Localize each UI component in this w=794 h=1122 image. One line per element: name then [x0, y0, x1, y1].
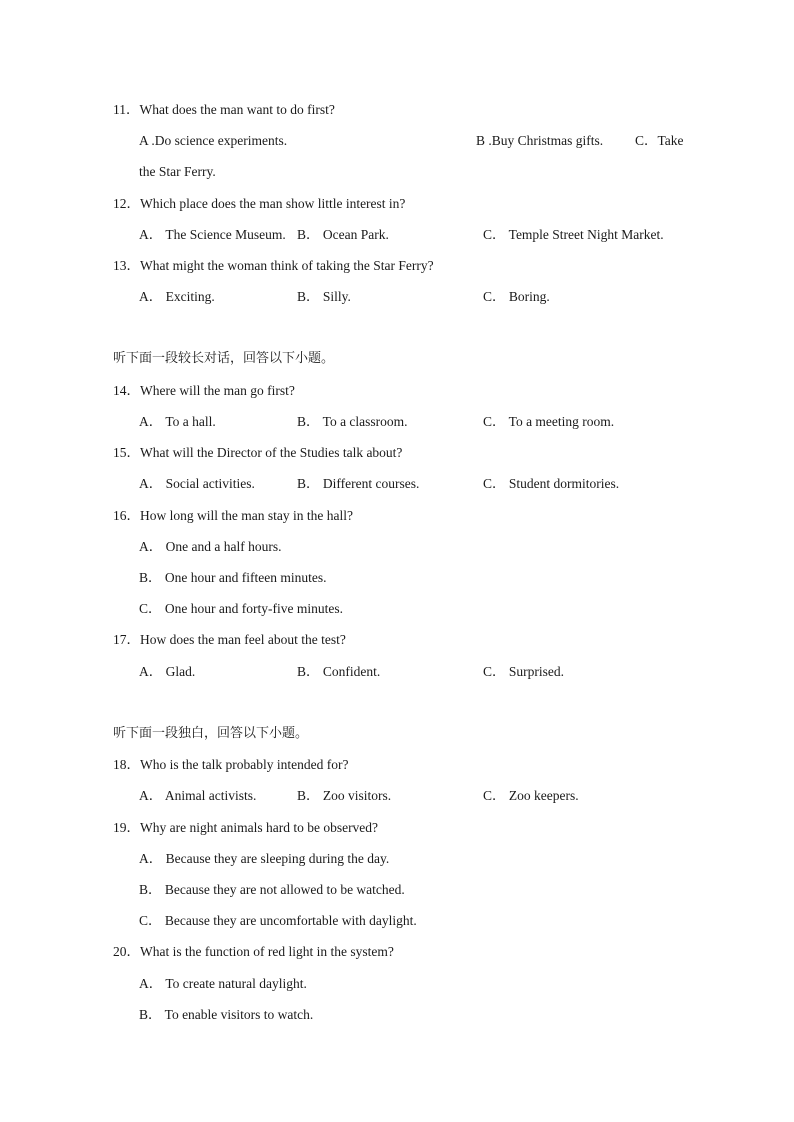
question-17-stem: 17．How does the man feel about the test?: [113, 632, 346, 647]
question-17-option-a: A． Glad.: [139, 664, 196, 679]
question-13-option-b: B． Silly.: [297, 289, 351, 304]
question-11-option-a: A .Do science experiments.: [139, 133, 288, 148]
question-18-option-b: B． Zoo visitors.: [297, 788, 392, 803]
question-13-option-c: C． Boring.: [483, 289, 550, 304]
question-13-option-a: A． Exciting.: [139, 289, 215, 304]
section-instruction-monologue: 听下面一段独白，回答以下小题。: [113, 726, 309, 741]
question-18-option-c: C． Zoo keepers.: [483, 788, 579, 803]
question-17-option-b: B． Confident.: [297, 664, 381, 679]
question-16-option-a: A． One and a half hours.: [139, 539, 282, 554]
question-14-option-c: C． To a meeting room.: [483, 414, 615, 429]
question-14-option-a: A． To a hall.: [139, 414, 216, 429]
question-16-option-c: C． One hour and forty-five minutes.: [139, 601, 343, 616]
question-17-option-c: C． Surprised.: [483, 664, 564, 679]
question-19-option-c: C． Because they are uncomfortable with daylight.: [139, 913, 417, 928]
question-12-option-b: B． Ocean Park.: [297, 227, 389, 242]
section-instruction-dialogue: 听下面一段较长对话，回答以下小题。: [113, 351, 335, 366]
question-20-stem: 20．What is the function of red light in the system?: [113, 944, 394, 959]
question-20-option-b: B． To enable visitors to watch.: [139, 1007, 314, 1022]
question-15-option-a: A． Social activities.: [139, 476, 255, 491]
question-15-option-c: C． Student dormitories.: [483, 476, 620, 491]
question-14-stem: 14．Where will the man go first?: [113, 383, 295, 398]
question-13-stem: 13．What might the woman think of taking the Star Ferry?: [113, 258, 434, 273]
question-16-stem: 16．How long will the man stay in the hall?: [113, 508, 353, 523]
question-20-option-a: A． To create natural daylight.: [139, 976, 307, 991]
question-14-option-b: B． To a classroom.: [297, 414, 408, 429]
question-11-option-c: C．Take: [635, 133, 684, 148]
question-15-stem: 15．What will the Director of the Studies talk about?: [113, 445, 403, 460]
question-15-option-b: B． Different courses.: [297, 476, 420, 491]
question-12-stem: 12．Which place does the man show little interest in?: [113, 196, 406, 211]
question-11-stem: 11．What does the man want to do first?: [113, 102, 335, 117]
question-19-stem: 19．Why are night animals hard to be observed?: [113, 820, 379, 835]
question-18-option-a: A． Animal activists.: [139, 788, 257, 803]
question-11-option-c-continued: the Star Ferry.: [139, 164, 216, 179]
question-19-option-a: A． Because they are sleeping during the day.: [139, 851, 390, 866]
question-11-option-b: B .Buy Christmas gifts.: [476, 133, 604, 148]
question-16-option-b: B． One hour and fifteen minutes.: [139, 570, 327, 585]
question-12-option-c: C． Temple Street Night Market.: [483, 227, 664, 242]
question-19-option-b: B． Because they are not allowed to be watched.: [139, 882, 405, 897]
question-12-option-a: A． The Science Museum.: [139, 227, 286, 242]
question-18-stem: 18．Who is the talk probably intended for?: [113, 757, 349, 772]
